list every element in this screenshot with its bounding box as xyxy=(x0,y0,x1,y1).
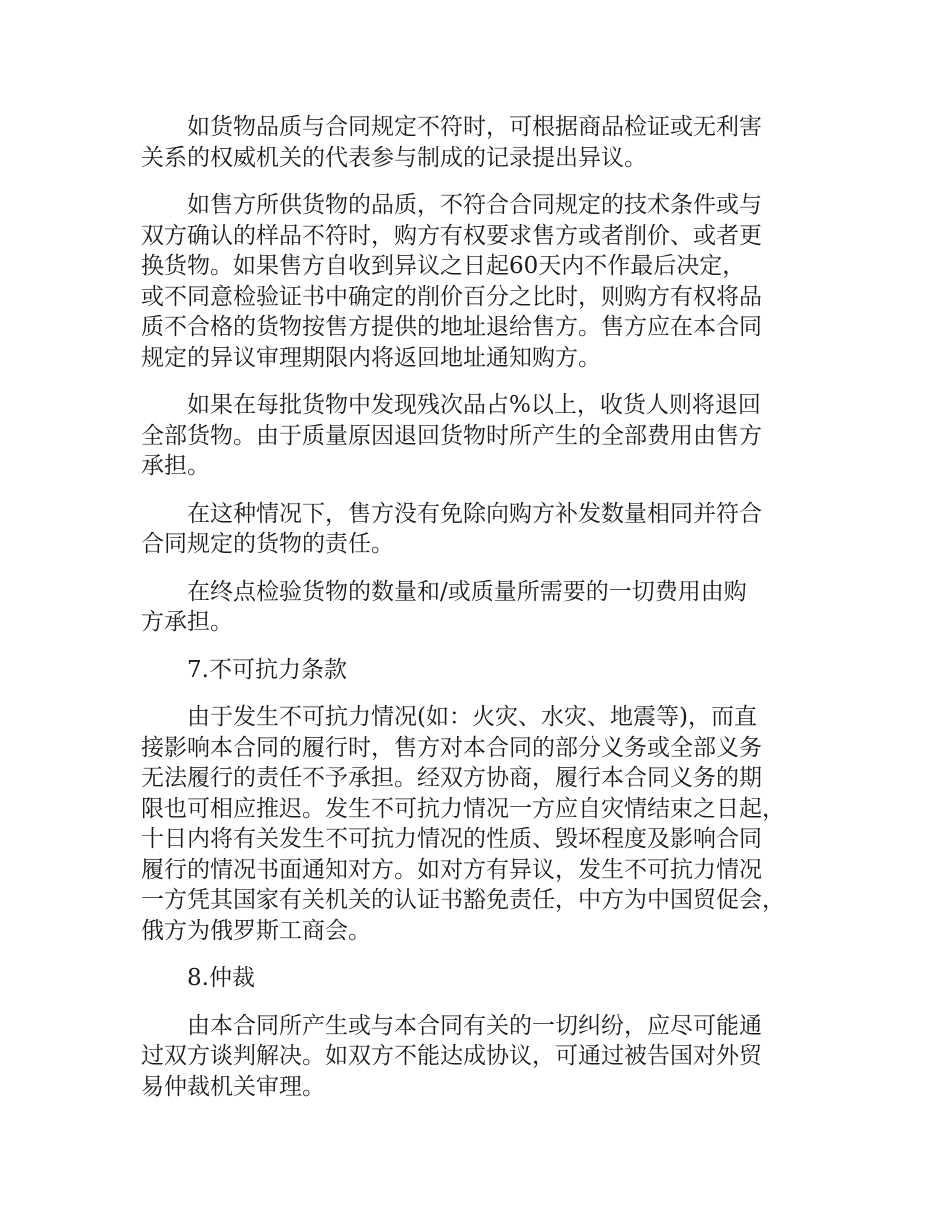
paragraph-replacement-duty xyxy=(141,499,831,560)
text-line: 如果在每批货物中发现残次品占%以上，收货人则将退回 xyxy=(187,392,761,418)
section-heading-arbitration: 8.仲裁 xyxy=(187,965,255,991)
text-line: 无法履行的责任不予承担。经双方协商，履行本合同义务的期 xyxy=(141,765,762,791)
text-line: 易仲裁机关审理。 xyxy=(141,1073,325,1100)
text-line: 如售方所供货物的品质，不符合合同规定的技术条件或与 xyxy=(187,192,762,218)
text-line: 全部货物。由于质量原因退回货物时所产生的全部费用由售方 xyxy=(141,422,762,449)
text-line: 限也可相应推迟。发生不可抗力情况一方应自灾情结束之日起， xyxy=(141,795,785,822)
text-line: 关系的权威机关的代表参与制成的记录提出异议。 xyxy=(141,144,647,171)
text-line: 在终点检验货物的数量和/或质量所需要的一切费用由购 xyxy=(187,578,747,605)
paragraph-quality-objection xyxy=(141,112,831,173)
text-line: 合同规定的货物的责任。 xyxy=(141,531,394,557)
text-line: 一方凭其国家有关机关的认证书豁免责任，中方为中国贸促会， xyxy=(141,887,785,913)
text-line: 履行的情况书面通知对方。如对方有异议，发生不可抗力情况 xyxy=(141,856,762,883)
paragraph-force-majeure xyxy=(141,702,831,946)
text-line: 或不同意检验证书中确定的削价百分之比时，则购方有权将品 xyxy=(141,283,762,310)
paragraph-arbitration xyxy=(141,1011,831,1103)
paragraph-quality-nonconformity xyxy=(141,190,831,373)
document-page xyxy=(141,112,831,1119)
text-line: 方承担。 xyxy=(141,609,233,635)
text-line: 俄方为俄罗斯工商会。 xyxy=(141,917,371,944)
paragraph-inspection-cost xyxy=(141,577,831,638)
text-line: 过双方谈判解决。如双方不能达成协议，可通过被告国对外贸 xyxy=(141,1043,762,1069)
text-line: 由于发生不可抗力情况(如：火灾、水灾、地震等)，而直 xyxy=(187,704,757,730)
text-line: 换货物。如果售方自收到异议之日起60天内不作最后决定， xyxy=(141,253,746,279)
text-line: 规定的异议审理期限内将返回地址通知购方。 xyxy=(141,344,601,371)
text-line: 承担。 xyxy=(141,453,210,479)
text-line: 双方确认的样品不符时，购方有权要求售方或者削价、或者更 xyxy=(141,222,762,249)
text-line: 接影响本合同的履行时，售方对本合同的部分义务或全部义务 xyxy=(141,734,762,761)
text-line: 如货物品质与合同规定不符时，可根据商品检证或无利害 xyxy=(187,114,762,140)
text-line: 由本合同所产生或与本合同有关的一切纠纷，应尽可能通 xyxy=(187,1012,762,1039)
text-line: 质不合格的货物按售方提供的地址退给售方。售方应在本合同 xyxy=(141,314,762,340)
section-heading-force-majeure: 7.不可抗力条款 xyxy=(187,656,347,683)
text-line: 十日内将有关发生不可抗力情况的性质、毁坏程度及影响合同 xyxy=(141,826,762,852)
text-line: 在这种情况下，售方没有免除向购方补发数量相同并符合 xyxy=(187,500,762,527)
paragraph-defective-return xyxy=(141,390,831,482)
